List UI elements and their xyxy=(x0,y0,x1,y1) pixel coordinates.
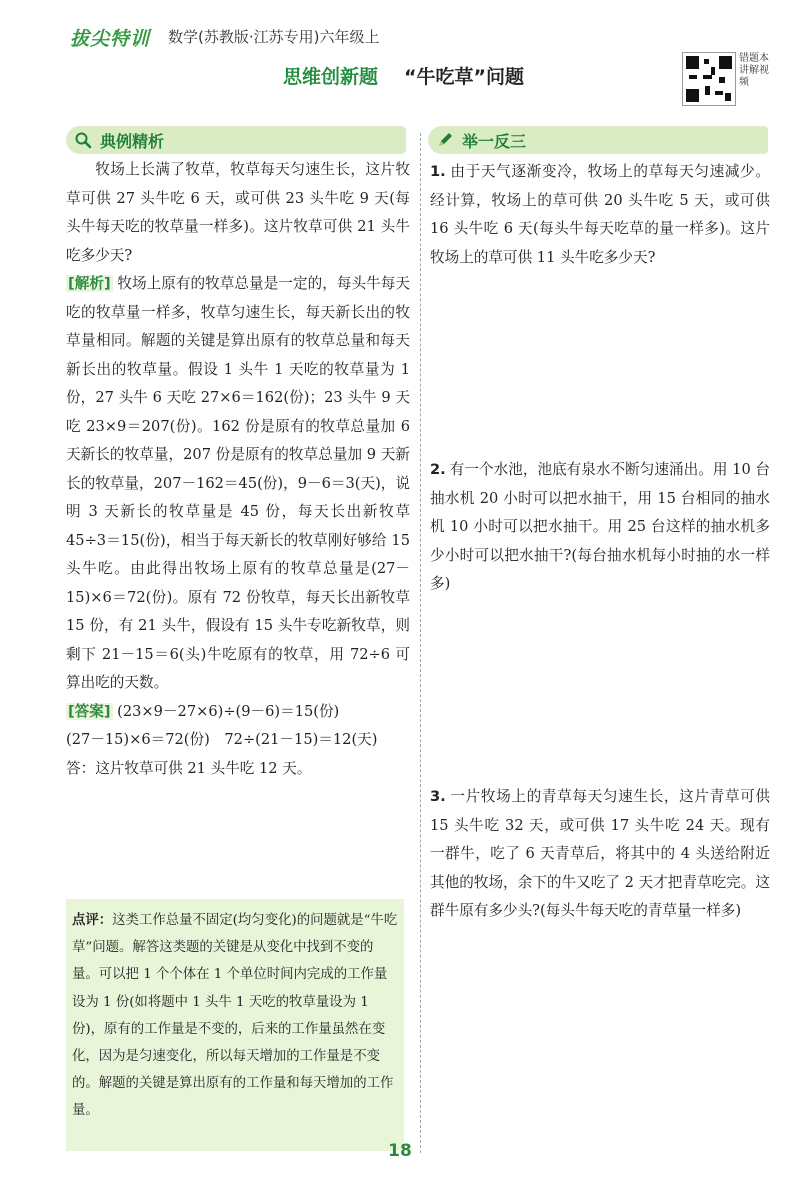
pencil-icon xyxy=(436,131,454,149)
brand-logo: 拔尖特训 xyxy=(70,28,151,50)
comment-box xyxy=(66,899,404,1151)
question-number: 3. xyxy=(430,788,446,805)
magnifier-icon xyxy=(74,131,92,149)
question-text: 一片牧场上的青草每天匀速生长，这片青草可供 15 头牛吃 32 天，或可供 17 头牛吃 24 天。现有一群牛，吃了 6 天青草后，将其中的 4 头送给附近其他的牧场，余下的牛又吃了 2 天才把青草吃完。这群牛原有多少头?(每头牛每天吃的青草量一样多) xyxy=(430,788,770,919)
section-title: 思维创新题 xyxy=(283,66,379,88)
question-text: 由于天气逐渐变冷，牧场上的草每天匀速减少。经计算，牧场上的草可供 20 头牛吃 5 天，或可供 16 头牛吃 6 天(每头牛每天吃草的量一样多)。这片牧场上的草可供 11 头牛吃多少天? xyxy=(430,163,770,266)
question-text: 有一个水池，池底有泉水不断匀速涌出。用 10 台抽水机 20 小时可以把水抽干，用 15 台相同的抽水机 10 小时可以把水抽干。用 25 台这样的抽水机多少小时可以把水抽干?(每台抽水机每小时抽的水一样多) xyxy=(430,461,770,592)
tab-practice xyxy=(428,126,768,154)
qr-label: 错题本 讲解视频 xyxy=(739,53,769,88)
example-problem: 牧场上长满了牧草，牧草每天匀速生长，这片牧草可供 27 头牛吃 6 天，或可供 23 头牛吃 9 天(每头牛每天吃的牧草量一样多)。这片牧草可供 21 头牛吃多少天? xyxy=(66,161,410,264)
book-title: 数学(苏教版·江苏专用)六年级上 xyxy=(168,28,380,46)
page-number: 18 xyxy=(388,1141,412,1161)
answer-line-3: 答：这片牧草可供 21 头牛吃 12 天。 xyxy=(66,759,312,777)
example-column xyxy=(66,156,410,783)
qr-code-icon[interactable] xyxy=(682,52,736,106)
question-number: 1. xyxy=(430,163,446,180)
comment-label: 点评： xyxy=(72,913,113,928)
topic-title: “牛吃草”问题 xyxy=(404,66,524,88)
practice-question-1 xyxy=(430,158,770,272)
page-header xyxy=(0,0,800,120)
question-number: 2. xyxy=(430,461,446,478)
analysis-paragraph xyxy=(66,270,410,698)
column-divider xyxy=(420,133,421,1153)
tab-example-analysis xyxy=(66,126,406,154)
practice-question-2 xyxy=(430,456,770,599)
practice-question-3 xyxy=(430,783,770,926)
answer-line-2: (27－15)×6＝72(份) 72÷(21－15)＝12(天) xyxy=(66,731,378,748)
analysis-tag: [解析] xyxy=(68,275,111,292)
answer-tag: [答案] xyxy=(68,702,111,720)
page-title xyxy=(283,62,524,89)
tab-label: 举一反三 xyxy=(462,132,527,151)
answer-line-1 xyxy=(66,698,410,727)
comment-text: 这类工作总量不固定(均匀变化)的问题就是“牛吃草”问题。解答这类题的关键是从变化中找到不变的量。可以把 1 个个体在 1 个单位时间内完成的工作量设为 1 份(如将题中 1 头牛 1 天吃的牧草量设为 1 份)，原有的工作量是不变的，后来的工作量虽然在变化，因为是匀速变化，所以每天增加的工作量是不变的。解题的关键是算出原有的工作量和每天增加的工作量。 xyxy=(72,913,398,1119)
analysis-text: 牧场上原有的牧草总量是一定的，每头牛每天吃的牧草量一样多，牧草匀速生长，每天新长出的牧草量相同。解题的关键是算出原有的牧草总量和每天新长出的牧草量。假设 1 头牛 1 天吃的牧草量为 1 份，27 头牛 6 天吃 27×6＝162(份)；23 头牛 9 天吃 23×9＝207(份)。162 份是原有的牧草总量加 6 天新长的牧草量，207 份是原有的牧草总量加 9 天新长的牧草量，207－162＝45(份)，9－6＝3(天)，说明 3 天新长的牧草量是 45 份，每天长出新牧草 45÷3＝15(份)，相当于每天新长的牧草刚好够给 15 头牛吃。由此得出牧场上原有的牧草总量是(27－15)×6＝72(份)。原有 72 份牧草，每天长出新牧草 15 份，有 21 头牛，假设有 15 头牛专吃新牧草，则剩下 21－15＝6(头)牛吃原有的牧草，用 72÷6 可算出吃的天数。 xyxy=(66,275,410,691)
answer-formula-1: (23×9－27×6)÷(9－6)＝15(份) xyxy=(117,702,340,720)
tab-label: 典例精析 xyxy=(100,132,165,151)
